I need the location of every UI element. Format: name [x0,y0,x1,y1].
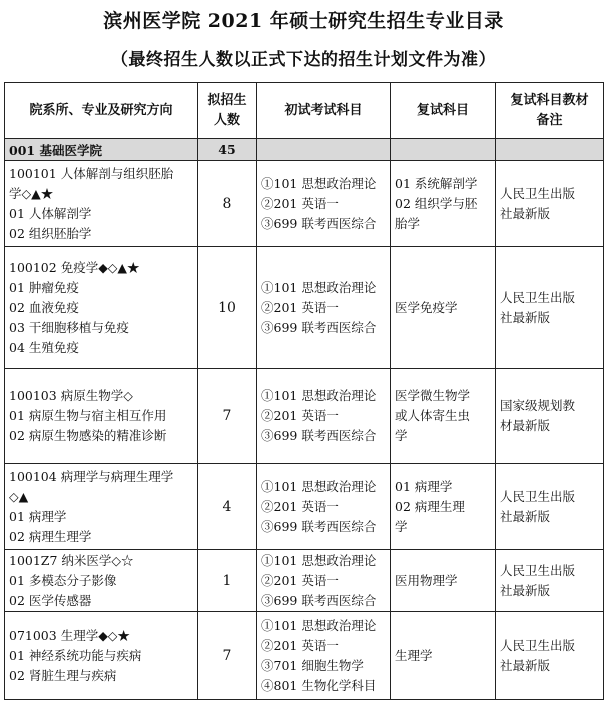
retest-books-cell [496,612,604,700]
retest-books-cell-line: 人民卫生出版 [500,562,576,578]
retest-books-cell-line: 社最新版 [500,582,551,598]
table-row [5,161,604,247]
exam-subjects-cell-line: ②201 英语一 [261,498,339,514]
retest-subjects-cell-line: 胎学 [395,215,421,231]
table-header-row [5,83,604,139]
exam-subjects-cell-line: ④801 生物化学科目 [261,677,377,693]
major-cell-line: 02 肾脏生理与疾病 [9,667,117,683]
major-cell-line: 100101 人体解剖与组织胚胎 [9,165,174,181]
exam-subjects-cell-line: ②201 英语一 [261,408,339,423]
exam-subjects-cell-line: ③701 细胞生物学 [261,657,364,673]
major-cell [5,550,198,612]
exam-subjects-cell [257,369,391,464]
retest-books-cell [496,161,604,247]
exam-subjects-cell-line: ①101 思想政治理论 [261,552,377,568]
section-row [5,139,604,161]
major-cell-line: 01 肿瘤免疫 [9,279,79,295]
header-retest: 复试科目 [391,83,496,139]
exam-subjects-cell-line: ③699 联考西医综合 [261,319,377,335]
major-cell [5,464,198,550]
major-cell-line: ◇▲ [9,488,29,504]
section-empty-cell [391,139,496,161]
retest-subjects-cell-line: 医学免疫学 [395,299,458,315]
retest-subjects-cell-line: 或人体寄生虫 [395,408,471,423]
major-cell-line: 02 病原生物感染的精准诊断 [9,428,167,443]
major-cell-line: 100103 病原生物学◇ [9,388,133,403]
major-cell [5,369,198,464]
retest-subjects-cell [391,464,496,550]
major-cell-line: 100104 病理学与病理生理学 [9,468,174,484]
catalog-table [4,82,604,700]
retest-subjects-cell [391,550,496,612]
page-title: 滨州医学院 2021 年硕士研究生招生专业目录 [103,10,504,32]
retest-subjects-cell [391,369,496,464]
exam-subjects-cell [257,161,391,247]
retest-subjects-cell [391,161,496,247]
exam-subjects-cell-line: ①101 思想政治理论 [261,388,377,403]
exam-subjects-cell [257,612,391,700]
exam-subjects-cell-line: ①101 思想政治理论 [261,478,377,494]
header-count-line2: 人数 [213,112,240,128]
retest-books-cell [496,369,604,464]
retest-books-cell-line: 人民卫生出版 [500,637,576,653]
retest-books-cell-line: 材最新版 [500,418,551,433]
retest-subjects-cell-line: 医学微生物学 [395,388,471,403]
enrollment-count: 8 [198,161,257,247]
retest-books-cell-line: 社最新版 [500,657,551,673]
retest-subjects-cell-line: 生理学 [395,647,433,663]
exam-subjects-cell-line: ③699 联考西医综合 [261,592,377,608]
major-cell-line: 01 病原生物与宿主相互作用 [9,408,167,423]
exam-subjects-cell-line: ②201 英语一 [261,299,339,315]
table-row [5,369,604,464]
retest-books-cell [496,464,604,550]
major-cell-line: 01 多模态分子影像 [9,572,117,588]
retest-books-cell [496,247,604,369]
header-count [198,83,257,139]
retest-subjects-cell [391,247,496,369]
exam-subjects-cell-line: ②201 英语一 [261,637,339,653]
retest-subjects-cell-line: 02 组织学与胚 [395,195,478,211]
major-cell-line: 1001Z7 纳米医学◇☆ [9,552,134,568]
enrollment-count: 4 [198,464,257,550]
major-cell-line: 学◇▲★ [9,185,54,201]
retest-subjects-cell-line: 学 [395,428,408,443]
retest-books-cell-line: 社最新版 [500,508,551,524]
table-row [5,247,604,369]
exam-subjects-cell-line: ①101 思想政治理论 [261,175,377,191]
major-cell-line: 02 血液免疫 [9,299,79,315]
retest-books-cell-line: 人民卫生出版 [500,289,576,305]
exam-subjects-cell-line: ②201 英语一 [261,572,339,588]
exam-subjects-cell [257,464,391,550]
header-books [496,83,604,139]
major-cell [5,161,198,247]
enrollment-count: 7 [198,612,257,700]
table-row [5,612,604,700]
exam-subjects-cell [257,550,391,612]
exam-subjects-cell-line: ③699 联考西医综合 [261,215,377,231]
retest-subjects-cell-line: 01 系统解剖学 [395,175,478,191]
page-subtitle: （最终招生人数以正式下达的招生计划文件为准） [111,50,496,70]
major-cell-line: 071003 生理学◆◇★ [9,627,130,643]
major-cell-line: 01 病理学 [9,508,67,524]
exam-subjects-cell [257,247,391,369]
major-cell [5,612,198,700]
retest-books-cell [496,550,604,612]
major-cell-line: 02 组织胚胎学 [9,225,92,241]
major-cell-line: 100102 免疫学◆◇▲★ [9,259,140,275]
retest-books-cell-line: 人民卫生出版 [500,488,576,504]
major-cell-line: 04 生殖免疫 [9,339,79,355]
table-row [5,464,604,550]
section-empty-cell [496,139,604,161]
retest-books-cell-line: 社最新版 [500,205,551,221]
retest-books-cell-line: 人民卫生出版 [500,185,576,201]
section-empty-cell [257,139,391,161]
major-cell-line: 01 神经系统功能与疾病 [9,647,142,663]
exam-subjects-cell-line: ③699 联考西医综合 [261,428,377,443]
major-cell-line: 02 医学传感器 [9,592,92,608]
header-exam: 初试考试科目 [257,83,391,139]
retest-subjects-cell [391,612,496,700]
table-row [5,550,604,612]
major-cell [5,247,198,369]
exam-subjects-cell-line: ①101 思想政治理论 [261,617,377,633]
exam-subjects-cell-line: ①101 思想政治理论 [261,279,377,295]
major-cell-line: 02 病理生理学 [9,528,92,544]
section-count: 45 [198,139,257,161]
header-major: 院系所、专业及研究方向 [5,83,198,139]
exam-subjects-cell-line: ③699 联考西医综合 [261,518,377,534]
retest-subjects-cell-line: 医用物理学 [395,572,458,588]
table-body [5,161,604,700]
retest-books-cell-line: 社最新版 [500,309,551,325]
header-count-line1: 拟招生 [207,92,247,108]
retest-subjects-cell-line: 02 病理生理 [395,498,465,514]
enrollment-count: 1 [198,550,257,612]
section-name: 001 基础医学院 [5,139,198,161]
header-books-line2: 备注 [536,112,563,128]
retest-subjects-cell-line: 学 [395,518,408,534]
header-books-line1: 复试科目教材 [510,92,589,108]
exam-subjects-cell-line: ②201 英语一 [261,195,339,211]
enrollment-count: 10 [198,247,257,369]
retest-subjects-cell-line: 01 病理学 [395,478,453,494]
enrollment-count: 7 [198,369,257,464]
major-cell-line: 03 干细胞移植与免疫 [9,319,129,335]
major-cell-line: 01 人体解剖学 [9,205,92,221]
retest-books-cell-line: 国家级规划教 [500,398,576,413]
